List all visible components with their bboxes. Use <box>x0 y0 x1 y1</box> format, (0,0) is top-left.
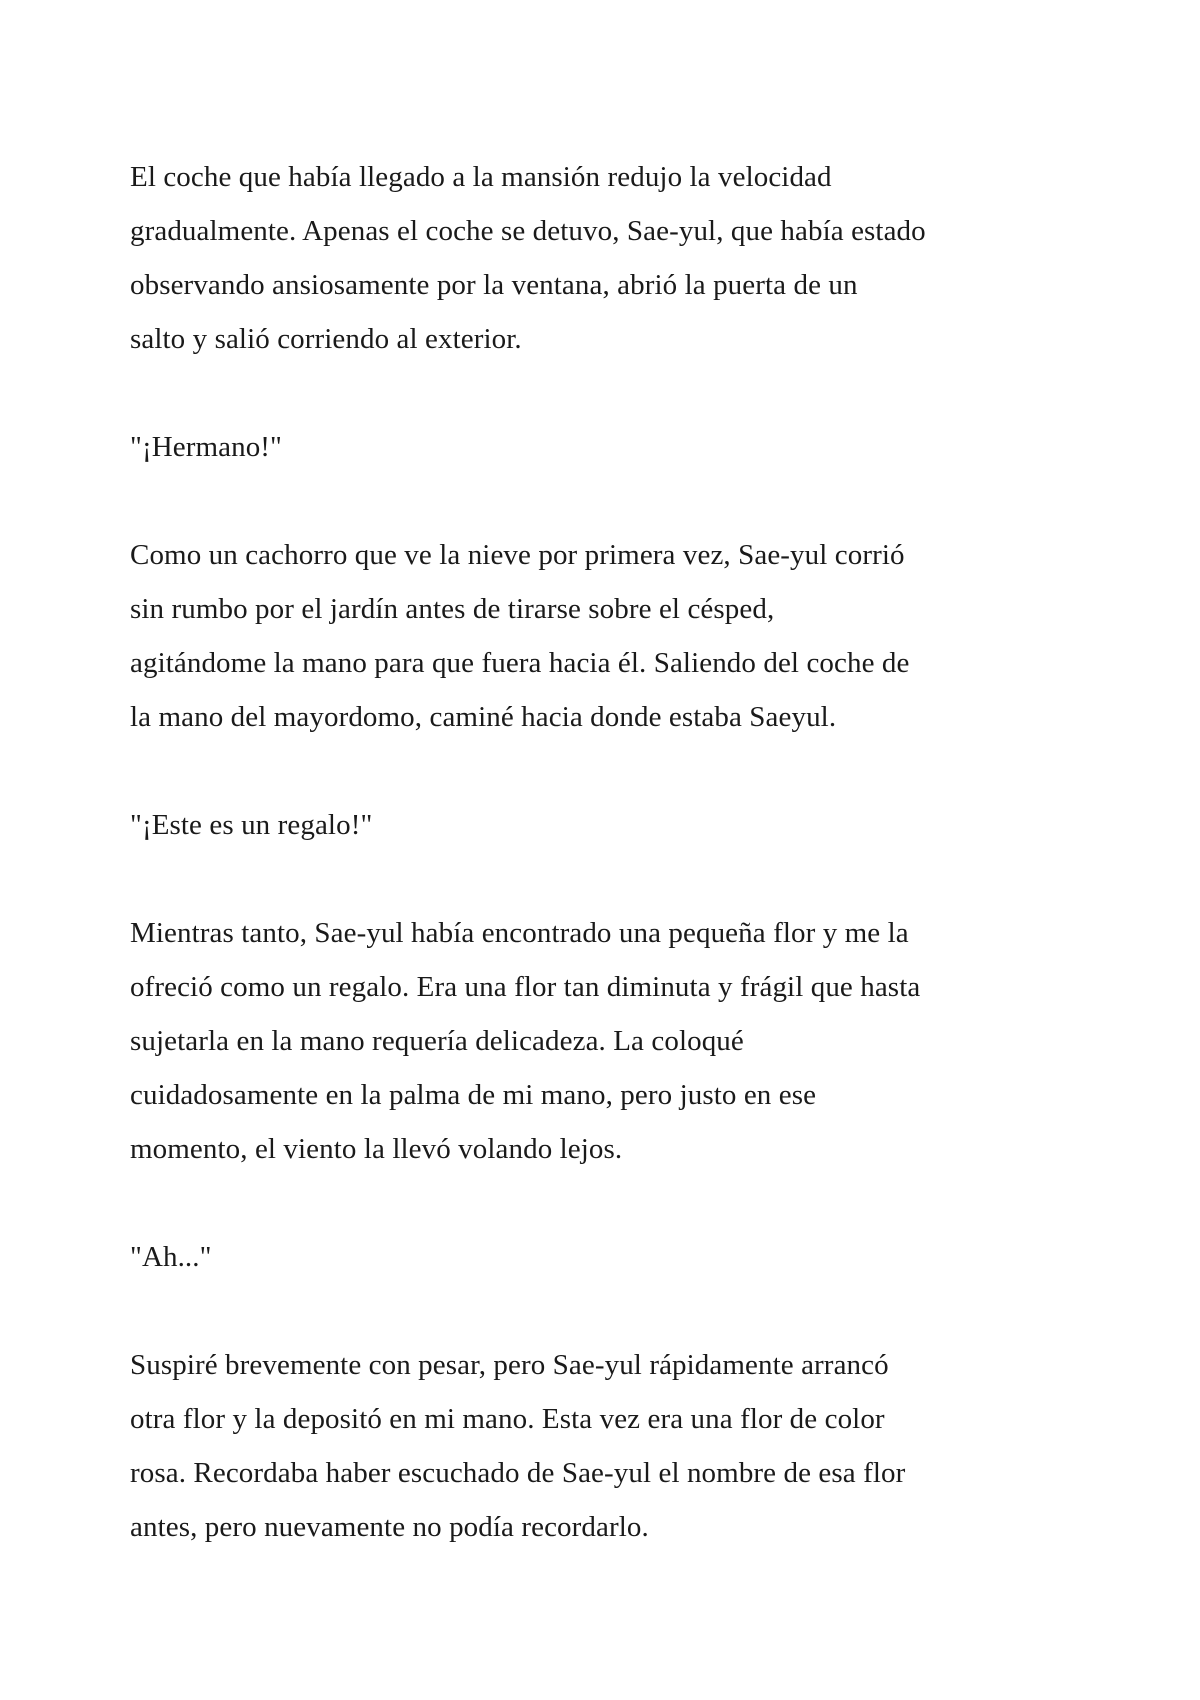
text-line: ofreció como un regalo. Era una flor tan diminuta y frágil que hasta <box>130 971 921 1003</box>
paragraph-dialogue <box>130 1230 1090 1284</box>
text-line: rosa. Recordaba haber escuchado de Sae-yul el nombre de esa flor <box>130 1457 906 1489</box>
paragraph-narration <box>130 1338 1090 1554</box>
paragraph-narration <box>130 528 1090 744</box>
paragraph-narration <box>130 150 1090 366</box>
text-line: "¡Hermano!" <box>130 431 282 463</box>
paragraph-dialogue <box>130 798 1090 852</box>
text-line: agitándome la mano para que fuera hacia él. Saliendo del coche de <box>130 647 910 679</box>
text-line: momento, el viento la llevó volando lejos. <box>130 1133 623 1165</box>
text-line: la mano del mayordomo, caminé hacia donde estaba Saeyul. <box>130 701 837 733</box>
text-line: "Ah..." <box>130 1241 212 1273</box>
paragraph-dialogue <box>130 420 1090 474</box>
text-line: salto y salió corriendo al exterior. <box>130 323 522 355</box>
text-line: cuidadosamente en la palma de mi mano, pero justo en ese <box>130 1079 817 1111</box>
text-line: sin rumbo por el jardín antes de tirarse sobre el césped, <box>130 593 775 625</box>
paragraph-narration <box>130 906 1090 1176</box>
text-line: sujetarla en la mano requería delicadeza. La coloqué <box>130 1025 744 1057</box>
text-line: antes, pero nuevamente no podía recordarlo. <box>130 1511 649 1543</box>
text-line: Como un cachorro que ve la nieve por primera vez, Sae-yul corrió <box>130 539 905 571</box>
text-line: Mientras tanto, Sae-yul había encontrado una pequeña flor y me la <box>130 917 909 949</box>
text-line: observando ansiosamente por la ventana, abrió la puerta de un <box>130 269 858 301</box>
text-line: gradualmente. Apenas el coche se detuvo, Sae-yul, que había estado <box>130 215 926 247</box>
text-line: El coche que había llegado a la mansión redujo la velocidad <box>130 161 832 193</box>
text-line: "¡Este es un regalo!" <box>130 809 373 841</box>
text-line: Suspiré brevemente con pesar, pero Sae-yul rápidamente arrancó <box>130 1349 889 1381</box>
text-line: otra flor y la depositó en mi mano. Esta vez era una flor de color <box>130 1403 885 1435</box>
document-page <box>130 150 1090 1608</box>
